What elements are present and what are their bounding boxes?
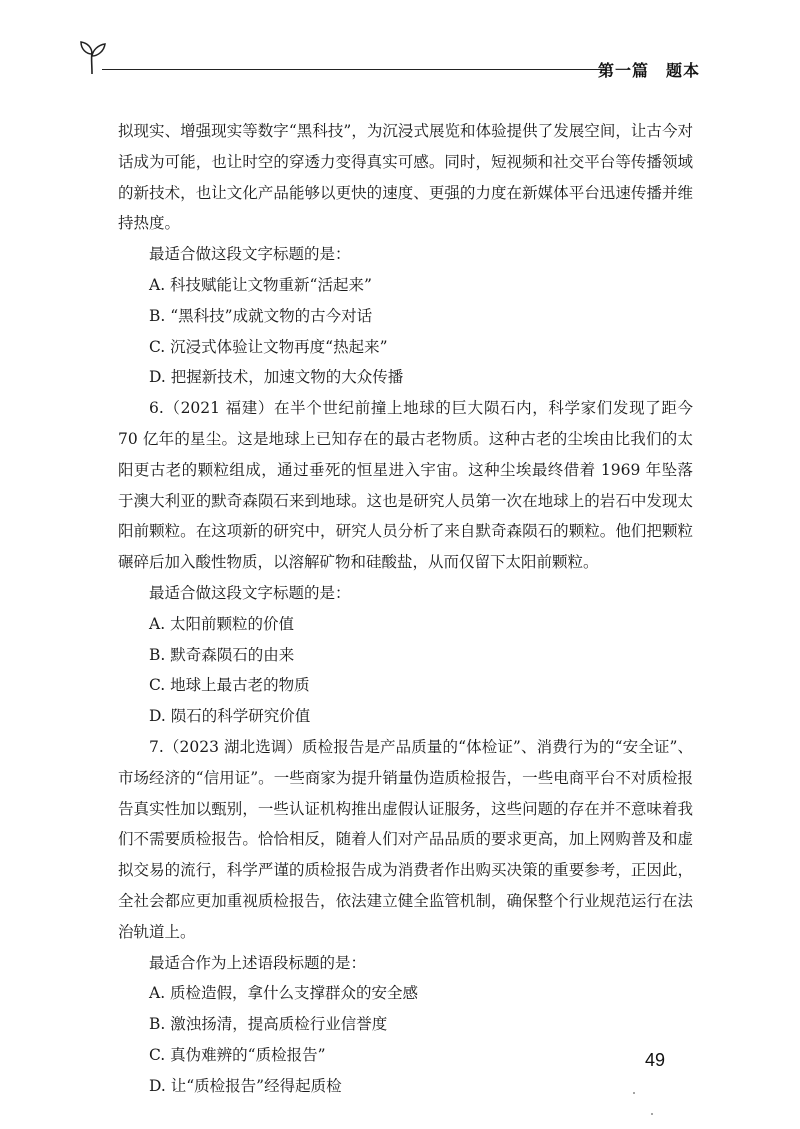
question-5-option-b: B. “黑科技”成就文物的古今对话 (149, 306, 373, 325)
question-7-option-c: C. 真伪难辨的“质检报告” (149, 1045, 326, 1064)
scan-speck (651, 1113, 653, 1115)
question-5-option-d: D. 把握新技术，加速文物的大众传播 (149, 368, 404, 387)
section-title: 第一篇 题本 (597, 61, 700, 80)
question-6-option-b: B. 默奇森陨石的由来 (149, 645, 295, 664)
question-7-option-d: D. 让“质检报告”经得起质检 (149, 1076, 342, 1095)
question-6-text: 6.（2021 福建）在半个世纪前撞上地球的巨大陨石内，科学家们发现了距今 70 亿年的星尘。这是地球上已知存在的最古老物质。这种古老的尘埃由比我们的太阳更古老的颗粒组成，通过垂死的恒星进入宇宙。这种尘埃最终借着 1969 年坠落于澳大利亚的默奇森陨石来到地球。这也是研究人员第一次在地球上的岩石中发现太阳前颗粒。在这项新的研究中，研究人员分析了来自默奇森陨石的颗粒。他们把颗粒碾碎后加入酸性物质，以溶解矿物和硅酸盐，从而仅留下太阳前颗粒。 (118, 399, 693, 572)
question-6-option-c: C. 地球上最古老的物质 (149, 676, 310, 695)
sprout-icon (78, 38, 114, 78)
question-7-text: 7.（2023 湖北选调）质检报告是产品质量的“体检证”、消费行为的“安全证”、市场经济的“信用证”。一些商家为提升销量伪造质检报告，一些电商平台不对质检报告真实性加以甄别，一些认证机构推出虚假认证服务，这些问题的存在并不意味着我们不需要质检报告。恰恰相反，随着人们对产品品质的要求更高，加上网购普及和虚拟交易的流行，科学严谨的质检报告成为消费者作出购买决策的重要参考，正因此，全社会都应更加重视质检报告，依法建立健全监管机制，确保整个行业规范运行在法治轨道上。 (118, 737, 693, 941)
page-content (118, 116, 693, 1102)
page-header (78, 38, 700, 82)
question-5-option-a: A. 科技赋能让文物重新“活起来” (149, 275, 372, 294)
page-number: 49 (645, 1050, 666, 1070)
question-6-option-a: A. 太阳前颗粒的价值 (149, 614, 295, 633)
continued-paragraph: 拟现实、增强现实等数字“黑科技”，为沉浸式展览和体验提供了发展空间，让古今对话成为可能，也让时空的穿透力变得真实可感。同时，短视频和社交平台等传播领域的新技术，也让文化产品能够以更快的速度、更强的力度在新媒体平台迅速传播并维持热度。 (118, 122, 693, 233)
scan-speck (633, 1092, 635, 1094)
question-5-option-c: C. 沉浸式体验让文物再度“热起来” (149, 337, 388, 356)
question-7-option-b: B. 激浊扬清，提高质检行业信誉度 (149, 1015, 388, 1034)
question-7-prompt: 最适合作为上述语段标题的是： (149, 953, 367, 972)
question-5-prompt: 最适合做这段文字标题的是： (149, 245, 351, 264)
header-rule (102, 69, 607, 70)
question-6-prompt: 最适合做这段文字标题的是： (149, 583, 351, 602)
question-7-option-a: A. 质检造假，拿什么支撑群众的安全感 (149, 984, 419, 1003)
question-6-option-d: D. 陨石的科学研究价值 (149, 707, 311, 726)
